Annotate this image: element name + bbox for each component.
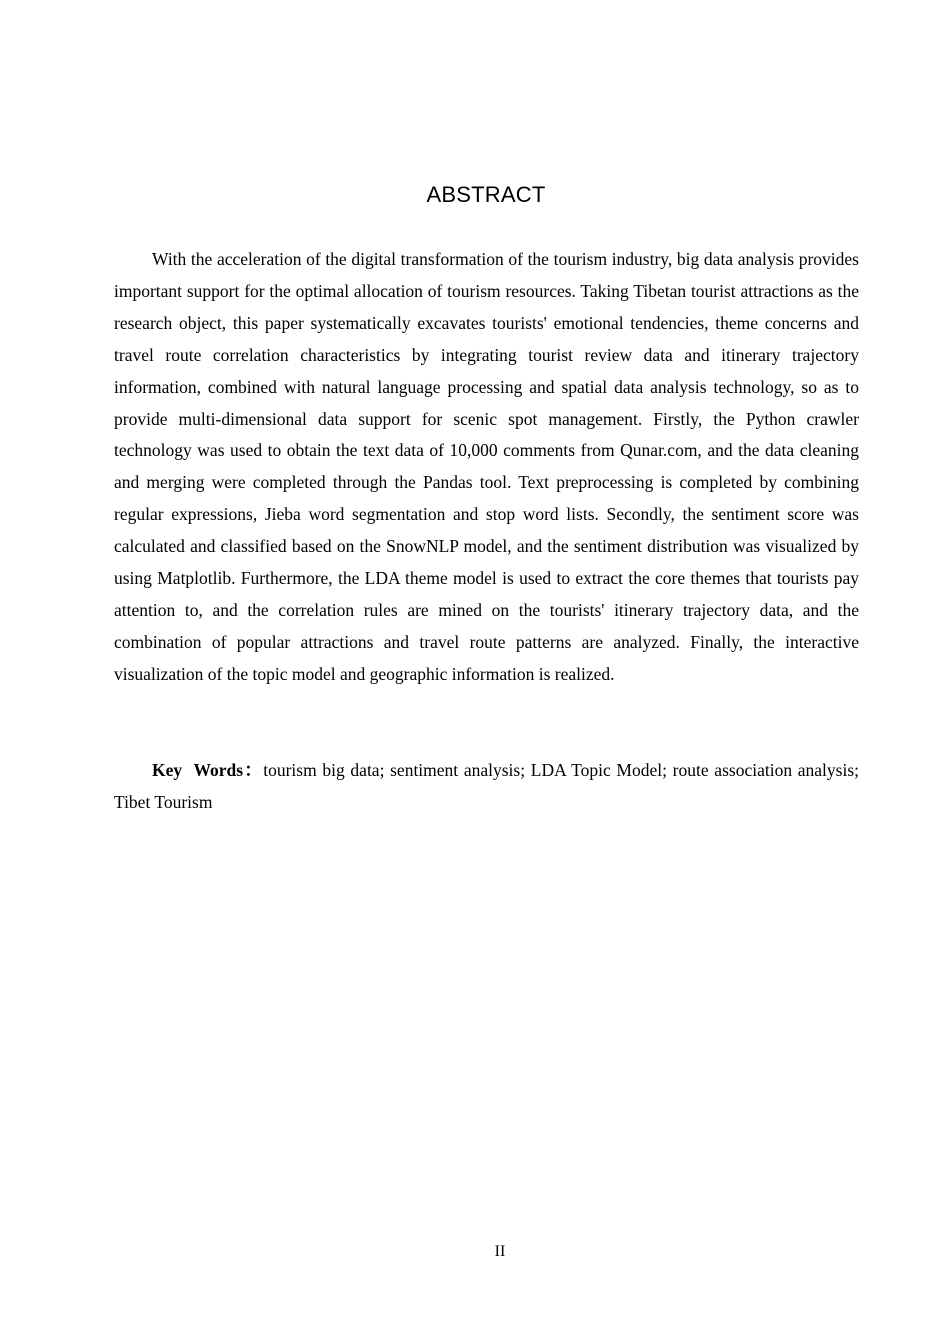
keywords-separator: ： bbox=[243, 760, 264, 780]
keywords-label: Key Words bbox=[152, 760, 244, 780]
keywords-line bbox=[114, 755, 859, 819]
keywords-list: tourism big data; sentiment analysis; LDA Topic Model; route association analysis; Tibet Tourism bbox=[114, 760, 859, 812]
abstract-title: ABSTRACT bbox=[426, 182, 546, 207]
abstract-paragraph: With the acceleration of the digital transformation of the tourism industry, big data analysis provides important support for the optimal allocation of tourism resources. Taking Tibetan tourist attractions as the research object, this paper systematically excavates tourists' emotional tendencies, theme concerns and travel route correlation characteristics by integrating tourist review data and itinerary trajectory information, combined with natural language processing and spatial data analysis technology, so as to provide multi-dimensional data support for scenic spot management. Firstly, the Python crawler technology was used to obtain the text data of 10,000 comments from Qunar.com, and the data cleaning and merging were completed through the Pandas tool. Text preprocessing is completed by combining regular expressions, Jieba word segmentation and stop word lists. Secondly, the sentiment score was calculated and classified based on the SnowNLP model, and the sentiment distribution was visualized by using Matplotlib. Furthermore, the LDA theme model is used to extract the core themes that tourists pay attention to, and the correlation rules are mined on the tourists' itinerary trajectory data, and the combination of popular attractions and travel route patterns are analyzed. Finally, the interactive visualization of the topic model and geographic information is realized. bbox=[114, 249, 859, 684]
page-number: II bbox=[494, 1243, 506, 1260]
